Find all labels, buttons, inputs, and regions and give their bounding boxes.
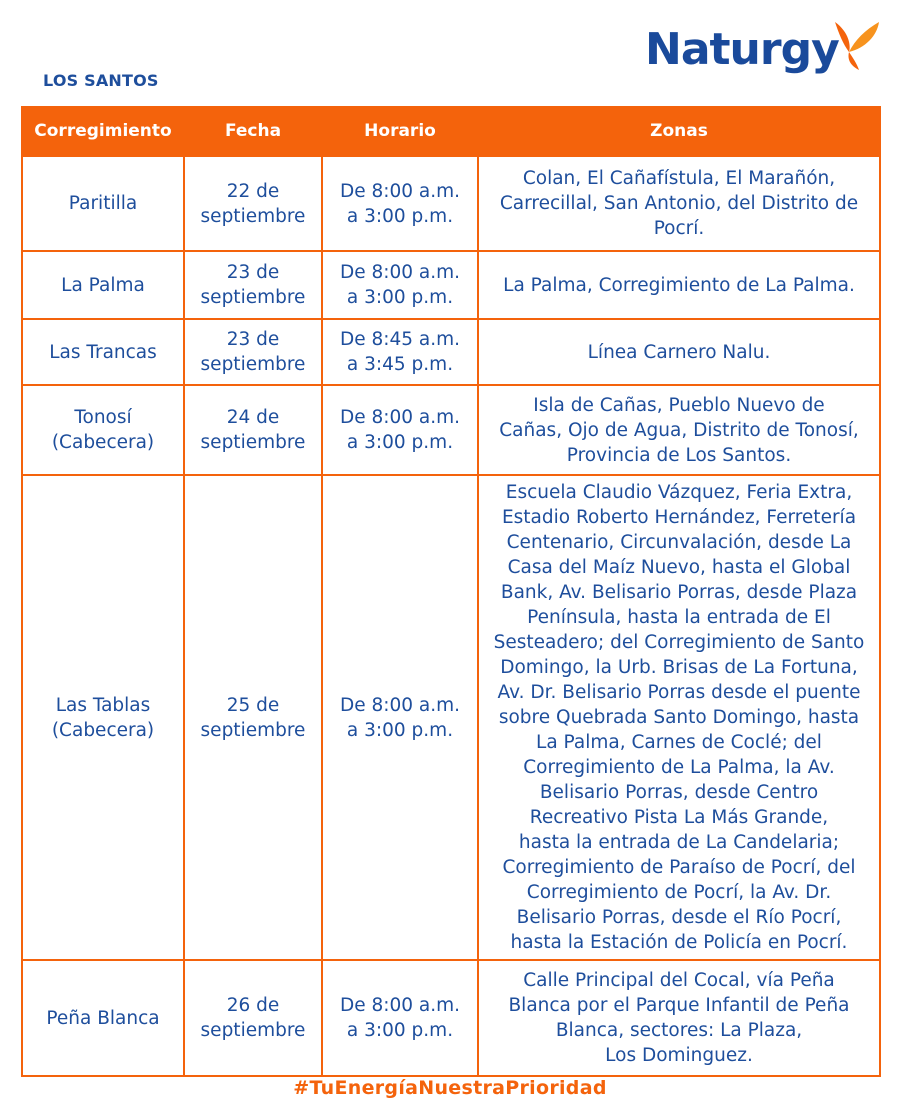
- text-line: Los Dominguez.: [605, 1045, 753, 1066]
- text-line: Corregimiento de Paraíso de Pocrí, del: [502, 857, 856, 878]
- region-title: LOS SANTOS: [43, 71, 159, 90]
- cell-fecha: [184, 475, 322, 960]
- column-header-fecha: Fecha: [184, 106, 322, 156]
- cell-zonas: [478, 475, 880, 960]
- cell-zonas: [478, 960, 880, 1076]
- brand-wordmark: Naturgy: [645, 24, 839, 75]
- column-header-horario: Horario: [322, 106, 478, 156]
- text-line: La Palma, Carnes de Coclé; del: [536, 732, 822, 753]
- cell-corregimiento: [22, 475, 184, 960]
- column-header-corregimiento: Corregimiento: [22, 106, 184, 156]
- text-line: Corregimiento de Pocrí, la Av. Dr.: [526, 882, 832, 903]
- text-line: septiembre: [200, 719, 306, 741]
- table-row: [22, 156, 880, 251]
- text-line: De 8:00 a.m.: [339, 995, 461, 1016]
- text-line: Isla de Cañas, Pueblo Nuevo de: [533, 394, 825, 416]
- text-line: 23 de: [226, 262, 280, 283]
- text-line: De 8:00 a.m.: [339, 694, 461, 716]
- text-line: Bank, Av. Belisario Porras, desde Plaza: [500, 582, 858, 603]
- text-line: Cañas, Ojo de Agua, Distrito de Tonosí,: [499, 419, 859, 441]
- text-line: Recreativo Pista La Más Grande,: [529, 807, 829, 828]
- text-line: Provincia de Los Santos.: [566, 444, 792, 466]
- text-line: a 3:45 p.m.: [346, 354, 454, 375]
- text-line: (Cabecera): [51, 432, 155, 453]
- text-line: Blanca por el Parque Infantil de Peña: [508, 995, 850, 1016]
- text-line: a 3:00 p.m.: [346, 719, 454, 741]
- text-line: De 8:00 a.m.: [339, 262, 461, 283]
- text-line: 22 de: [226, 180, 280, 202]
- text-line: (Cabecera): [51, 719, 155, 741]
- text-line: septiembre: [200, 354, 306, 375]
- cell-horario: [322, 385, 478, 475]
- text-line: Paritilla: [68, 193, 138, 214]
- text-line: 25 de: [226, 694, 280, 716]
- cell-fecha: [184, 960, 322, 1076]
- text-line: Colan, El Cañafístula, El Marañón,: [522, 168, 836, 189]
- text-line: Línea Carnero Nalu.: [587, 341, 771, 363]
- text-line: hasta la Estación de Policía en Pocrí.: [510, 932, 848, 953]
- text-line: Centenario, Circunvalación, desde La: [506, 532, 852, 553]
- naturgy-logo: [645, 18, 885, 88]
- text-line: Escuela Claudio Vázquez, Feria Extra,: [505, 482, 853, 503]
- text-line: septiembre: [200, 205, 306, 227]
- cell-zonas: [478, 385, 880, 475]
- text-line: 23 de: [226, 329, 280, 350]
- text-line: Av. Dr. Belisario Porras desde el puente: [497, 682, 861, 703]
- text-line: Belisario Porras, desde Centro: [539, 782, 819, 803]
- cell-horario: [322, 319, 478, 385]
- cell-corregimiento: [22, 960, 184, 1076]
- text-line: De 8:00 a.m.: [339, 180, 461, 202]
- cell-corregimiento: [22, 156, 184, 251]
- cell-fecha: [184, 319, 322, 385]
- cell-horario: [322, 156, 478, 251]
- column-header-zonas: Zonas: [478, 106, 880, 156]
- text-line: Estadio Roberto Hernández, Ferretería: [501, 507, 857, 528]
- text-line: Las Trancas: [49, 341, 157, 363]
- cell-fecha: [184, 251, 322, 319]
- cell-zonas: [478, 251, 880, 319]
- table-row: [22, 385, 880, 475]
- table-row: [22, 319, 880, 385]
- text-line: Belisario Porras, desde el Río Pocrí,: [516, 907, 842, 928]
- text-line: a 3:00 p.m.: [346, 1020, 454, 1041]
- text-line: Pocrí.: [653, 218, 705, 239]
- table-row: [22, 475, 880, 960]
- text-line: a 3:00 p.m.: [346, 205, 454, 227]
- text-line: Casa del Maíz Nuevo, hasta el Global: [507, 557, 851, 578]
- text-line: De 8:00 a.m.: [339, 407, 461, 428]
- text-line: Corregimiento de La Palma, la Av.: [523, 757, 835, 778]
- text-line: hasta la entrada de La Candelaria;: [518, 832, 840, 853]
- text-line: a 3:00 p.m.: [346, 432, 454, 453]
- text-line: a 3:00 p.m.: [346, 287, 454, 308]
- text-line: Península, hasta la entrada de El: [527, 607, 831, 628]
- text-line: Peña Blanca: [46, 1007, 160, 1029]
- cell-horario: [322, 960, 478, 1076]
- table-row: [22, 251, 880, 319]
- cell-zonas: [478, 319, 880, 385]
- text-line: septiembre: [200, 1020, 306, 1041]
- cell-horario: [322, 475, 478, 960]
- text-line: 24 de: [226, 407, 280, 428]
- cell-corregimiento: [22, 319, 184, 385]
- text-line: Las Tablas: [55, 694, 151, 716]
- cell-corregimiento: [22, 251, 184, 319]
- text-line: Blanca, sectores: La Plaza,: [555, 1020, 803, 1041]
- cell-horario: [322, 251, 478, 319]
- cell-zonas: [478, 156, 880, 251]
- table-row: [22, 960, 880, 1076]
- cell-fecha: [184, 385, 322, 475]
- cell-fecha: [184, 156, 322, 251]
- text-line: Domingo, la Urb. Brisas de La Fortuna,: [500, 657, 858, 678]
- text-line: Calle Principal del Cocal, vía Peña: [523, 970, 835, 991]
- table-header-row: [22, 106, 880, 156]
- text-line: 26 de: [226, 995, 280, 1016]
- schedule-table: [21, 106, 881, 1077]
- cell-corregimiento: [22, 385, 184, 475]
- text-line: Sesteadero; del Corregimiento de Santo: [493, 632, 865, 653]
- text-line: De 8:45 a.m.: [339, 329, 461, 350]
- text-line: septiembre: [200, 432, 306, 453]
- text-line: septiembre: [200, 287, 306, 308]
- butterfly-icon: [829, 18, 881, 70]
- text-line: Carrecillal, San Antonio, del Distrito de: [499, 193, 859, 214]
- text-line: La Palma, Corregimiento de La Palma.: [503, 274, 855, 296]
- text-line: Tonosí: [74, 407, 132, 428]
- campaign-hashtag: #TuEnergíaNuestraPrioridad: [293, 1077, 607, 1099]
- text-line: La Palma: [61, 274, 145, 296]
- text-line: sobre Quebrada Santo Domingo, hasta: [498, 707, 860, 728]
